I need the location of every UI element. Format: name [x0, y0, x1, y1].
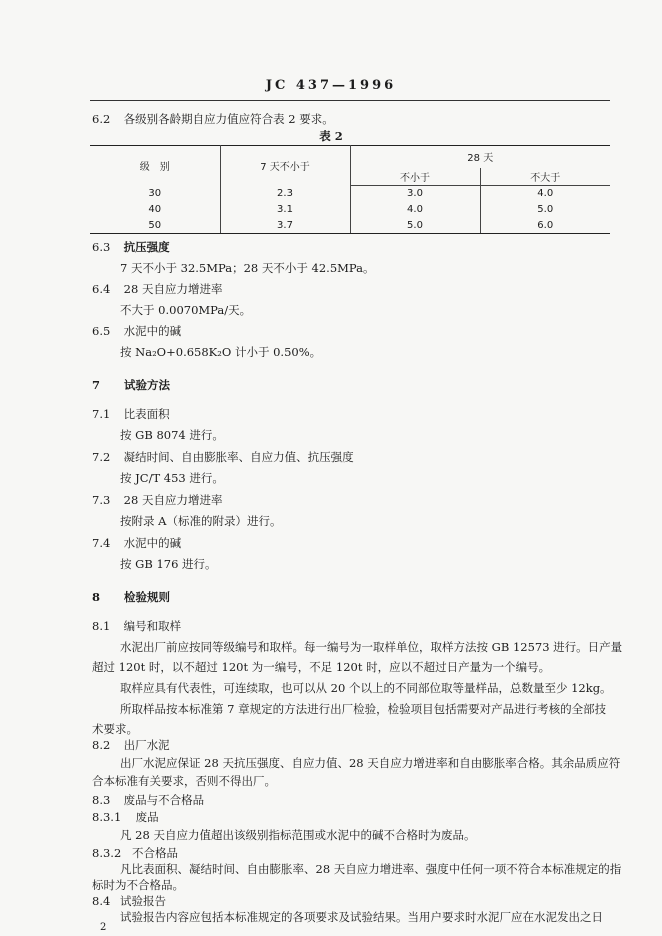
- clause-title: 出厂水泥: [123, 738, 170, 752]
- clause-8-3-2-heading: [92, 846, 178, 860]
- cell-min: 4.0: [350, 202, 480, 218]
- cell-max: 5.0: [480, 202, 610, 218]
- table-row: [90, 202, 610, 218]
- clause-number: 8.3.1: [92, 810, 122, 824]
- cell-7d: 2.3: [220, 186, 350, 202]
- clause-8-3-heading: [92, 793, 204, 807]
- header-28-day: 28 天: [350, 146, 610, 168]
- clause-7-2-text: 按 JC/T 453 进行。: [120, 471, 224, 485]
- clause-7-4-heading: [92, 536, 181, 550]
- clause-number: 8.1: [92, 619, 111, 633]
- clause-title: 凝结时间、自由膨胀率、自应力值、抗压强度: [123, 450, 354, 464]
- page-number: 2: [100, 922, 107, 933]
- clause-8-2-para1-line1: 出厂水泥应保证 28 天抗压强度、自应力值、28 天自应力增进率和自由膨胀率合格。其余品质应符: [120, 756, 621, 770]
- cell-grade: 30: [90, 186, 220, 202]
- clause-title: 试验报告: [120, 894, 166, 908]
- clause-number: 6.2: [92, 112, 111, 126]
- clause-number: 6.4: [92, 282, 111, 296]
- clause-6-2: [92, 112, 334, 126]
- clause-6-3-text: 7 天不小于 32.5MPa；28 天不小于 42.5MPa。: [120, 261, 375, 275]
- header-max: 不大于: [480, 168, 610, 186]
- clause-title: 水泥中的碱: [123, 536, 182, 550]
- clause-7-1-text: 按 GB 8074 进行。: [120, 428, 224, 442]
- clause-title: 抗压强度: [123, 240, 170, 254]
- clause-7-1-heading: [92, 407, 170, 421]
- clause-8-1-para1-line2: 超过 120t 时，以不超过 120t 为一编号，不足 120t 时，应以不超过日产量为一个编号。: [92, 660, 551, 674]
- cell-min: 5.0: [350, 218, 480, 234]
- table-title: 表 2: [319, 129, 343, 143]
- chapter-title: 试验方法: [124, 378, 171, 392]
- clause-text: 各级别各龄期自应力值应符合表 2 要求。: [123, 112, 334, 126]
- clause-7-4-text: 按 GB 176 进行。: [120, 557, 217, 571]
- clause-8-2-heading: [92, 738, 170, 752]
- clause-8-3-2-para1-line1: 凡比表面积、凝结时间、自由膨胀率、28 天自应力增进率、强度中任何一项不符合本标准规定的指: [120, 862, 622, 876]
- clause-number: 7.3: [92, 493, 111, 507]
- cell-7d: 3.7: [220, 218, 350, 234]
- clause-number: 7.1: [92, 407, 111, 421]
- clause-8-3-1-heading: [92, 810, 159, 824]
- clause-title: 不合格品: [132, 846, 178, 860]
- clause-6-3-heading: [92, 240, 170, 254]
- clause-7-3-text: 按附录 A（标准的附录）进行。: [120, 514, 282, 528]
- clause-number: 8.2: [92, 738, 111, 752]
- clause-number: 7.4: [92, 536, 111, 550]
- clause-title: 编号和取样: [123, 619, 182, 633]
- clause-8-1-para1-line1: 水泥出厂前应按同等级编号和取样。每一编号为一取样单位，取样方法按 GB 12573 进行。日产量: [120, 640, 623, 654]
- clause-6-4-text: 不大于 0.0070MPa/天。: [120, 303, 252, 317]
- header-7-day: 7 天不小于: [220, 146, 350, 186]
- header-grade: 级 别: [90, 146, 220, 186]
- chapter-title: 检验规则: [124, 590, 171, 604]
- header-rule: [90, 100, 610, 101]
- clause-title: 废品与不合格品: [123, 793, 205, 807]
- clause-8-3-2-para1-line2: 标时为不合格品。: [92, 878, 184, 892]
- cell-max: 4.0: [480, 186, 610, 202]
- chapter-8-heading: [92, 590, 170, 604]
- standard-code-header: JC 437—1996: [265, 78, 397, 93]
- clause-title: 比表面积: [123, 407, 170, 421]
- clause-8-1-heading: [92, 619, 181, 633]
- self-stress-table: [90, 145, 610, 234]
- clause-7-3-heading: [92, 493, 222, 507]
- chapter-7-heading: [92, 378, 170, 392]
- clause-8-3-1-text: 凡 28 天自应力值超出该级别指标范围或水泥中的碱不合格时为废品。: [120, 828, 476, 842]
- clause-8-1-para3-line1: 所取样品按本标准第 7 章规定的方法进行出厂检验，检验项目包括需要对产品进行考核的全部技: [120, 702, 607, 716]
- clause-6-5-text: 按 Na₂O+0.658K₂O 计小于 0.50%。: [120, 345, 322, 359]
- clause-number: 6.3: [92, 240, 111, 254]
- clause-number: 8.4: [92, 894, 111, 908]
- clause-7-2-heading: [92, 450, 354, 464]
- table-row: [90, 218, 610, 234]
- clause-8-4-heading: [92, 894, 166, 908]
- clause-8-2-para1-line2: 合本标准有关要求，否则不得出厂。: [92, 774, 276, 788]
- cell-min: 3.0: [350, 186, 480, 202]
- clause-title: 28 天自应力增进率: [123, 493, 223, 507]
- cell-grade: 50: [90, 218, 220, 234]
- clause-6-5-heading: [92, 324, 181, 338]
- cell-max: 6.0: [480, 218, 610, 234]
- clause-number: 8.3: [92, 793, 111, 807]
- clause-6-4-heading: [92, 282, 222, 296]
- clause-title: 水泥中的碱: [123, 324, 182, 338]
- clause-8-4-para1: 试验报告内容应包括本标准规定的各项要求及试验结果。当用户要求时水泥厂应在水泥发出之日: [120, 910, 603, 924]
- clause-number: 7.2: [92, 450, 111, 464]
- cell-7d: 3.1: [220, 202, 350, 218]
- clause-title: 28 天自应力增进率: [123, 282, 223, 296]
- clause-number: 6.5: [92, 324, 111, 338]
- clause-title: 废品: [135, 810, 159, 824]
- clause-number: 8.3.2: [92, 846, 122, 860]
- chapter-number: 7: [92, 378, 101, 392]
- header-min: 不小于: [350, 168, 480, 186]
- cell-grade: 40: [90, 202, 220, 218]
- clause-8-1-para3-line2: 术要求。: [92, 722, 138, 736]
- table-row: [90, 186, 610, 202]
- chapter-number: 8: [92, 590, 101, 604]
- clause-8-1-para2: 取样应具有代表性，可连续取，也可以从 20 个以上的不同部位取等量样品，总数量至少 12kg。: [120, 681, 612, 695]
